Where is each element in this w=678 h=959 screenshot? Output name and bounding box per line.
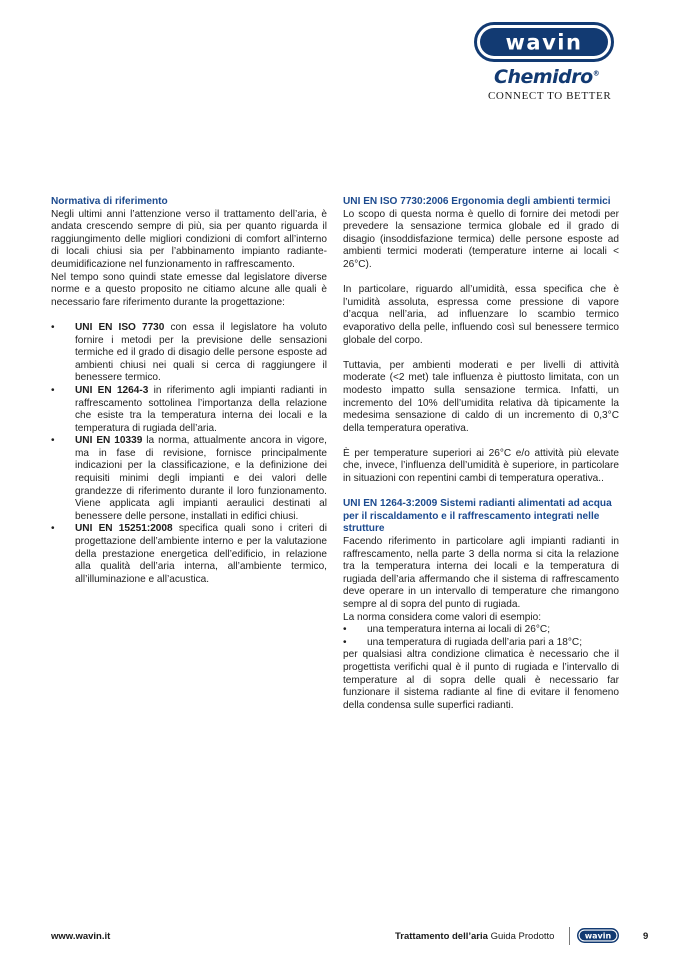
- paragraph-norms: Nel tempo sono quindi state emesse dal legislatore diverse norme e a questo proposito ne citiamo alcune alle quali è necessario fare riferimento durante la progettazione:: [51, 271, 327, 308]
- registered-mark: ®: [592, 69, 600, 78]
- bullet-icon: •: [51, 523, 55, 535]
- spacer: [343, 347, 619, 360]
- norm-text: specifica quali sono i criteri di progettazione dell’ambiente interno e per la valutazione della prestazione energetica dell’edificio, in relazione alla qualità dell’aria interna, all’ambiente termico, all’illuminazione e all’acustica.: [75, 523, 327, 585]
- right-column: [343, 196, 619, 712]
- wavin-mini-logo-text: wavin: [584, 931, 612, 941]
- norm-term: UNI EN 1264-3: [75, 384, 149, 396]
- paragraph-examples-intro: La norma considera come valori di esempio:: [343, 611, 542, 623]
- doc-subtitle: Guida Prodotto: [490, 931, 555, 942]
- bullet-icon: •: [343, 636, 347, 648]
- page-number: 9: [643, 931, 649, 942]
- norm-text: la norma, attualmente ancora in vigore, ma in fase di revisione, fornisce principalmente indicazioni per la classificazione, e la definizione dei requisiti minimi degli impianti e dei valori delle grandezze di riferimento durante il loro funzionamento. Viene applicata agli impianti aeraulici destinati al benessere delle persone, installati in edifici chiusi.: [75, 435, 327, 522]
- paragraph-humidity: In particolare, riguardo all’umidità, essa specifica che è l’umidità assoluta, espressa come pressione di vapore d’acqua nell’aria, ad influenzare lo scambio termico evaporativo della pelle, influendo così sul benessere termico globale del corpo.: [343, 284, 619, 346]
- paragraph-moderate: Tuttavia, per ambienti moderati e per livelli di attività moderate (<2 met) tale influenza è piuttosto limitata, con un modesto impatto sulla sensazione termica. Infatti, un incremento del 10% dell’umidita relativa dà tipicamente la medesima sensazione di caldo di un incremento di 0,3°C della temperatura operativa.: [343, 359, 619, 434]
- list-item: [51, 435, 327, 523]
- chemidro-brand: [494, 66, 599, 88]
- spacer: [343, 486, 619, 499]
- spacer: [343, 435, 619, 448]
- wavin-mini-logo: [577, 928, 619, 943]
- wavin-logo: [474, 22, 614, 62]
- left-column: [51, 196, 327, 586]
- section-heading-normativa: Normativa di riferimento: [51, 196, 168, 207]
- page-footer: [51, 931, 649, 945]
- spacer: [343, 272, 619, 285]
- example-text: una temperatura di rugiada dell’aria pari a 18°C;: [367, 636, 583, 648]
- bullet-icon: •: [51, 321, 55, 333]
- brand-tagline: CONNECT TO BETTER: [488, 90, 612, 102]
- paragraph-scope: Lo scopo di questa norma è quello di fornire dei metodi per prevedere la sensazione termica globale ed il grado di disagio (insoddisfazione termica) delle persone esposte ad ambienti termici moderati (temperature interne ai locali < 26°C).: [343, 208, 619, 270]
- bullet-icon: •: [51, 384, 55, 396]
- norm-term: UNI EN 15251:2008: [75, 523, 173, 535]
- website-link[interactable]: www.wavin.it: [51, 931, 111, 942]
- document-title: [395, 931, 554, 942]
- paragraph-cooling: Facendo riferimento in particolare agli impianti radianti in raffrescamento, nella parte 3 della norma si cita la relazione tra la temperatura interna dei locali e la temperatura di rugiada dell’aria affermando che il sistema di raffrescamento deve operare in un intervallo di temperature che rimangono sempre al di sopra del punto di rugiada.: [343, 536, 619, 610]
- paragraph-intro: Negli ultimi anni l’attenzione verso il trattamento dell’aria, è andata crescendo sempre di più, sia per quanto riguarda il raggiungimento delle migliori condizioni di comfort all’interno di locali chiusi sia per l’abbinamento impianto radiante-deumidificazione nel funzionamento in raffrescamento.: [51, 208, 327, 270]
- paragraph-high-temp: È per temperature superiori ai 26°C e/o attività più elevate che, invece, l’influenza dell’umidità è superiore, in particolare in situazioni con repentini cambi di temperatura operativa..: [343, 447, 619, 485]
- list-item: [343, 637, 619, 650]
- wavin-logo-text: wavin: [505, 30, 583, 55]
- footer-divider: [569, 927, 570, 945]
- norm-text: in riferimento agli impianti radianti in raffrescamento sottolinea l’importanza della relazione che esiste tra la temperatura interna dei locali e la temperatura di rugiada dell’aria.: [75, 384, 327, 434]
- norms-list: [51, 322, 327, 586]
- brand-logo: [470, 22, 620, 104]
- section-heading-iso7730: UNI EN ISO 7730:2006 Ergonomia degli ambienti termici: [343, 196, 611, 207]
- list-item: [51, 385, 327, 435]
- example-text: una temperatura interna ai locali di 26°C;: [367, 624, 551, 636]
- section-heading-en1264: UNI EN 1264-3:2009 Sistemi radianti alimentati ad acqua per il riscaldamento e il raffrescamento integrati nelle strutture: [343, 498, 612, 535]
- list-item: [51, 523, 327, 586]
- norm-text: con essa il legislatore ha voluto fornire i metodi per la previsione delle sensazioni termiche ed il grado di disagio delle persone esposte ad ambienti chiusi nei quali si cerca di raggiungere il benessere termico.: [75, 321, 327, 384]
- paragraph-conclusion: per qualsiasi altra condizione climatica è necessario che il progettista verifichi qual è il punto di rugiada e l’intervallo di temperature al di sopra delle quali è necessario far funzionare il sistema radiante al fine di evitare il fenomeno della condensa sulle superfici radianti.: [343, 649, 619, 711]
- doc-title: Trattamento dell’aria: [395, 931, 488, 942]
- list-item: [51, 322, 327, 385]
- chemidro-name: Chemidro: [494, 66, 593, 88]
- list-item: [343, 624, 619, 637]
- bullet-icon: •: [343, 624, 347, 636]
- norm-term: UNI EN ISO 7730: [75, 321, 165, 333]
- norm-term: UNI EN 10339: [75, 435, 143, 447]
- bullet-icon: •: [51, 435, 55, 447]
